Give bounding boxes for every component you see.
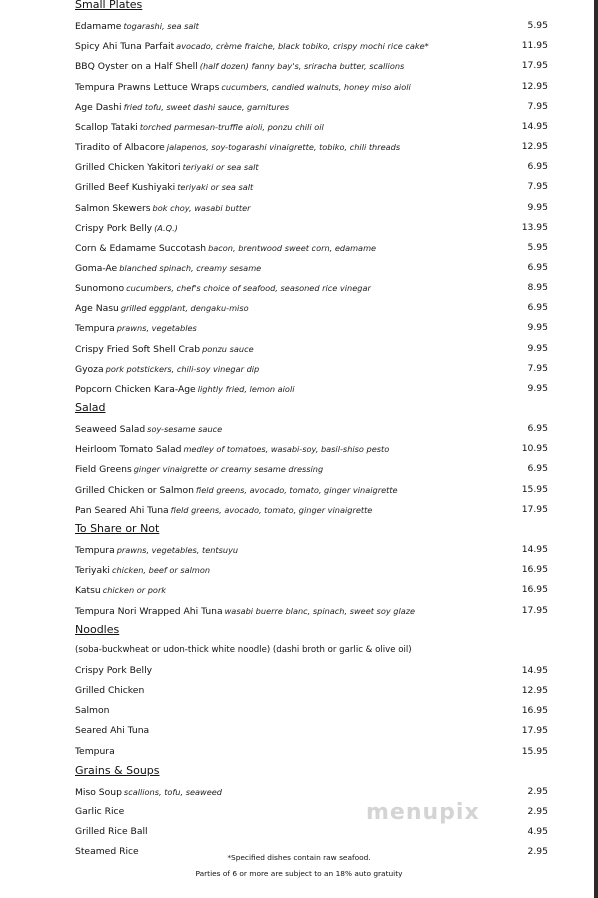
item-price: 2.95 xyxy=(527,785,548,797)
item-name: Tempura xyxy=(75,323,115,335)
watermark-logo: menupix xyxy=(366,800,480,825)
menu-item xyxy=(75,80,548,94)
item-price: 6.95 xyxy=(527,261,548,273)
menu-item xyxy=(75,604,548,618)
item-name: Crispy Fried Soft Shell Crab xyxy=(75,343,201,355)
item-name: Seaweed Salad xyxy=(75,424,146,436)
item-description: cucumbers, chef's choice of seafood, seasoned rice vinegar xyxy=(126,283,371,294)
menu-item xyxy=(75,563,548,577)
item-name: Field Greens xyxy=(75,464,132,476)
item-price: 14.95 xyxy=(521,544,548,556)
item-description: teriyaki or sea salt xyxy=(182,162,259,173)
item-price: 12.95 xyxy=(521,685,548,697)
section-heading: Noodles xyxy=(75,622,120,636)
item-description: bacon, brentwood sweet corn, edamame xyxy=(208,242,377,253)
menu-item xyxy=(75,483,548,497)
item-name: Tempura Prawns Lettuce Wraps xyxy=(75,81,220,93)
menu-item xyxy=(75,261,548,275)
item-name: Tempura xyxy=(75,745,115,757)
item-name: Gyoza xyxy=(75,363,104,375)
item-description: (A.Q.) xyxy=(154,222,178,233)
item-name: Tempura xyxy=(75,545,115,557)
item-price: 7.95 xyxy=(527,362,548,374)
item-name: Tiradito of Albacore xyxy=(75,142,165,154)
section-heading: Grains & Soups xyxy=(75,763,160,777)
menu-item xyxy=(75,180,548,194)
item-price: 13.95 xyxy=(521,221,548,233)
item-price: 2.95 xyxy=(527,846,548,858)
menu-item xyxy=(75,100,548,114)
section-heading: Salad xyxy=(75,401,106,414)
menu-item xyxy=(75,301,548,315)
item-description: jalapenos, soy-togarashi vinaigrette, tobiko, chili threads xyxy=(166,142,401,153)
menu-item xyxy=(75,362,548,376)
item-price: 17.95 xyxy=(521,604,548,616)
item-description: (half dozen) fanny bay's, sriracha butter, scallions xyxy=(199,61,405,72)
item-price: 15.95 xyxy=(521,745,548,757)
menu-item xyxy=(75,120,548,134)
item-price: 4.95 xyxy=(527,826,548,838)
item-price: 6.95 xyxy=(527,463,548,475)
item-name: Crispy Pork Belly xyxy=(75,664,153,676)
menu-item xyxy=(75,664,548,678)
item-name: Corn & Edamame Succotash xyxy=(75,242,207,254)
item-name: Steamed Rice xyxy=(75,846,139,858)
item-description: ponzu sauce xyxy=(202,343,254,354)
item-name: Salmon Skewers xyxy=(75,202,151,214)
item-description: prawns, vegetables xyxy=(116,323,197,334)
item-description: scallions, tofu, seaweed xyxy=(123,786,222,797)
item-price: 17.95 xyxy=(521,503,548,515)
item-description: field greens, avocado, tomato, ginger vinaigrette xyxy=(170,504,373,515)
item-name: Grilled Chicken or Salmon xyxy=(75,484,194,496)
menu-item xyxy=(75,382,548,396)
item-name: Age Dashi xyxy=(75,101,122,113)
menu-item xyxy=(75,422,548,436)
item-name: Miso Soup xyxy=(75,786,122,798)
item-description: lightly fried, lemon aioli xyxy=(197,383,295,394)
item-description: torched parmesan-truffle aioli, ponzu chili oil xyxy=(139,121,324,132)
menu-item xyxy=(75,704,548,718)
item-name: Popcorn Chicken Kara-Age xyxy=(75,383,196,395)
item-description: bok choy, wasabi butter xyxy=(152,202,251,213)
item-description: avocado, crème fraiche, black tobiko, crispy mochi rice cake* xyxy=(176,41,429,52)
item-price: 8.95 xyxy=(527,282,548,294)
item-name: Grilled Chicken xyxy=(75,685,145,697)
menu-item xyxy=(75,442,548,456)
item-price: 11.95 xyxy=(521,40,548,52)
item-description: field greens, avocado, tomato, ginger vinaigrette xyxy=(195,484,398,495)
raw-seafood-footnote: *Specified dishes contain raw seafood. xyxy=(227,853,371,862)
menu-item xyxy=(75,160,548,174)
item-name: Teriyaki xyxy=(75,565,110,577)
menu-item xyxy=(75,825,548,839)
item-price: 6.95 xyxy=(527,423,548,435)
item-price: 2.95 xyxy=(527,806,548,817)
menu-item xyxy=(75,583,548,597)
item-price: 15.95 xyxy=(521,483,548,495)
item-price: 12.95 xyxy=(521,80,548,92)
menu-item xyxy=(75,140,548,154)
item-price: 16.95 xyxy=(521,584,548,596)
menu-item xyxy=(75,201,548,215)
item-price: 14.95 xyxy=(521,664,548,676)
item-price: 16.95 xyxy=(521,705,548,717)
menu-item xyxy=(75,745,548,759)
item-name: Tempura Nori Wrapped Ahi Tuna xyxy=(75,605,223,617)
menu-item xyxy=(75,241,548,255)
item-name: Sunomono xyxy=(75,283,125,295)
item-name: Grilled Rice Ball xyxy=(75,826,148,838)
item-description: chicken or pork xyxy=(102,585,167,596)
item-description: prawns, vegetables, tentsuyu xyxy=(116,545,239,556)
item-price: 14.95 xyxy=(521,120,548,132)
item-price: 5.95 xyxy=(527,20,548,32)
item-description: fried tofu, sweet dashi sauce, garnitures xyxy=(123,101,290,112)
item-price: 7.95 xyxy=(527,181,548,193)
section-heading: To Share or Not xyxy=(75,521,160,535)
item-name: Goma-Ae xyxy=(75,262,118,274)
item-price: 9.95 xyxy=(527,382,548,394)
item-price: 7.95 xyxy=(527,100,548,112)
item-description: pork potstickers, chili-soy vinegar dip xyxy=(105,363,260,374)
menu-item xyxy=(75,785,548,799)
item-description: togarashi, sea salt xyxy=(123,21,199,32)
item-price: 12.95 xyxy=(521,141,548,153)
item-name: Crispy Pork Belly xyxy=(75,222,153,234)
item-description: blanched spinach, creamy sesame xyxy=(119,262,262,273)
gratuity-footnote: Parties of 6 or more are subject to an 18% auto gratuity xyxy=(195,869,403,878)
menu-item xyxy=(75,342,548,356)
item-description: soy-sesame sauce xyxy=(147,424,223,435)
item-name: Heirloom Tomato Salad xyxy=(75,444,182,456)
menu-item xyxy=(75,503,548,517)
item-description: wasabi buerre blanc, spinach, sweet soy glaze xyxy=(224,605,416,616)
menu-item xyxy=(75,281,548,295)
item-price: 16.95 xyxy=(521,564,548,576)
item-description: grilled eggplant, dengaku-miso xyxy=(120,303,249,314)
menu-item xyxy=(75,684,548,698)
item-name: BBQ Oyster on a Half Shell xyxy=(75,61,198,73)
item-description: teriyaki or sea salt xyxy=(177,182,254,193)
item-description: chicken, beef or salmon xyxy=(111,565,211,576)
item-price: 6.95 xyxy=(527,302,548,314)
item-name: Pan Seared Ahi Tuna xyxy=(75,504,169,516)
menu-item xyxy=(75,321,548,335)
item-name: Garlic Rice xyxy=(75,806,125,817)
section-heading: Small Plates xyxy=(75,0,143,11)
menu-item xyxy=(75,19,548,33)
item-name: Spicy Ahi Tuna Parfait xyxy=(75,41,175,53)
item-price: 5.95 xyxy=(527,241,548,253)
menu-item xyxy=(75,462,548,476)
menu-item xyxy=(75,724,548,738)
item-name: Seared Ahi Tuna xyxy=(75,725,150,737)
menu-item xyxy=(75,39,548,53)
item-price: 10.95 xyxy=(521,443,548,455)
menu-item xyxy=(75,221,548,235)
item-name: Grilled Chicken Yakitori xyxy=(75,162,181,174)
item-name: Salmon xyxy=(75,705,110,717)
item-price: 17.95 xyxy=(521,725,548,737)
item-price: 6.95 xyxy=(527,161,548,173)
item-description: medley of tomatoes, wasabi-soy, basil-shiso pesto xyxy=(183,444,390,455)
menu-item xyxy=(75,59,548,73)
item-name: Edamame xyxy=(75,21,122,33)
item-price: 17.95 xyxy=(521,60,548,72)
item-name: Katsu xyxy=(75,585,101,597)
menu-item xyxy=(75,543,548,557)
section-note: (soba-buckwheat or udon-thick white noodle) (dashi broth or garlic & olive oil) xyxy=(75,644,412,655)
item-name: Grilled Beef Kushiyaki xyxy=(75,182,176,194)
item-name: Scallop Tataki xyxy=(75,121,138,133)
item-price: 9.95 xyxy=(527,322,548,334)
item-description: cucumbers, candied walnuts, honey miso aioli xyxy=(221,81,411,92)
item-name: Age Nasu xyxy=(75,303,119,315)
item-price: 9.95 xyxy=(527,342,548,354)
item-price: 9.95 xyxy=(527,201,548,213)
page-edge xyxy=(594,0,598,898)
item-description: ginger vinaigrette or creamy sesame dressing xyxy=(133,464,324,475)
